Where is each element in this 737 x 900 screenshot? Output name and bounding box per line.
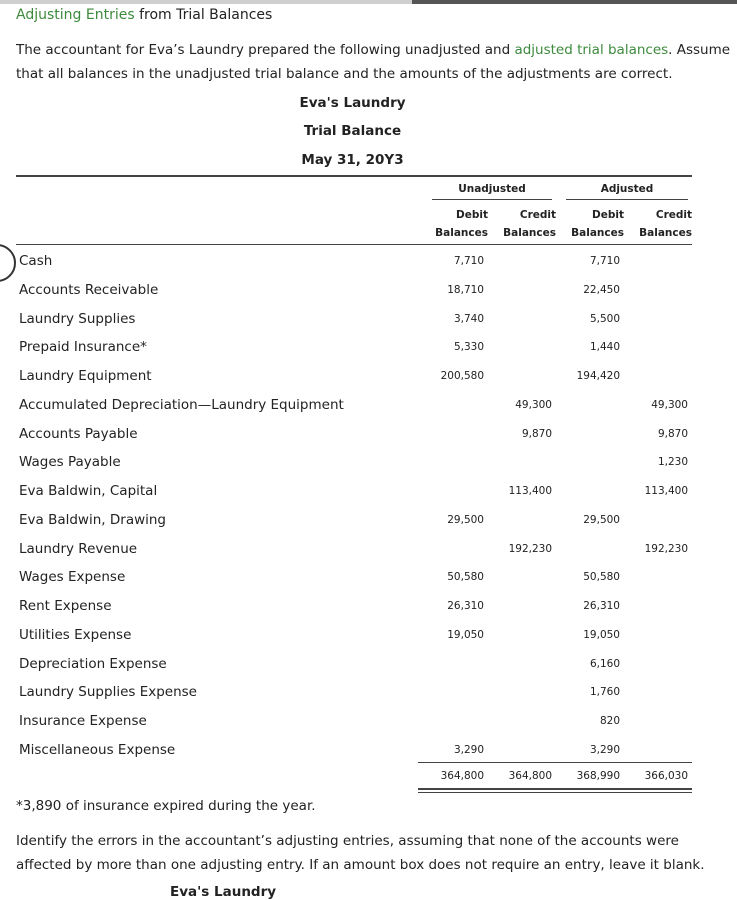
adjusted-trial-balances-link[interactable]: adjusted trial balances <box>514 42 669 58</box>
account-name: Laundry Equipment <box>19 368 152 384</box>
top-progress-segment <box>0 0 412 4</box>
intro-text-2: . Assume that all balances in the unadjusted trial balance and the amounts of the adjustments are correct. <box>16 42 731 82</box>
account-amount-unadjusted-debit: 26,310 <box>447 600 484 612</box>
account-amount-adjusted-debit: 1,440 <box>589 341 620 354</box>
account-name: Cash <box>19 253 53 269</box>
account-amount-adjusted-debit: 7,710 <box>589 255 620 267</box>
account-amount-unadjusted-debit: 18,710 <box>447 283 484 296</box>
unadjusted-credit-header-line1: Credit <box>519 209 556 221</box>
adjusted-debit-header-line1: Debit <box>592 209 624 221</box>
breadcrumb <box>16 7 272 23</box>
totals-double-rule-2 <box>418 792 692 793</box>
top-progress-bar <box>0 0 737 4</box>
account-name: Accounts Receivable <box>19 281 159 298</box>
account-name: Laundry Supplies <box>19 310 136 327</box>
total-unadjusted-credit: 364,800 <box>508 769 552 782</box>
account-name: Laundry Supplies Expense <box>19 684 197 701</box>
account-amount-adjusted-debit: 194,420 <box>576 370 620 382</box>
account-name: Wages Payable <box>19 454 121 471</box>
account-amount-adjusted-credit: 49,300 <box>651 398 688 411</box>
account-name: Accounts Payable <box>19 425 138 442</box>
unadjusted-debit-header-line2: Balances <box>435 227 488 239</box>
table-top-rule <box>16 175 692 177</box>
account-amount-adjusted-debit: 1,760 <box>589 686 620 699</box>
account-name: Eva Baldwin, Capital <box>19 483 158 499</box>
account-amount-unadjusted-debit: 5,330 <box>453 341 484 354</box>
statement-title: Trial Balance <box>303 123 402 139</box>
account-name: Miscellaneous Expense <box>19 741 176 758</box>
account-amount-adjusted-debit: 820 <box>599 715 620 727</box>
unadjusted-header-rule <box>432 199 552 200</box>
adjusted-header: Adjusted <box>600 183 654 195</box>
adjusted-credit-header-line1: Credit <box>655 209 692 221</box>
footnote: *3,890 of insurance expired during the year. <box>16 798 316 814</box>
totals-top-rule <box>418 762 692 763</box>
account-amount-adjusted-credit: 9,870 <box>657 427 688 440</box>
account-amount-unadjusted-debit: 29,500 <box>447 513 484 526</box>
account-name: Accumulated Depreciation—Laundry Equipment <box>19 396 344 413</box>
bottom-company-title: Eva's Laundry <box>170 884 277 900</box>
account-amount-adjusted-debit: 3,290 <box>589 743 620 756</box>
account-amount-adjusted-credit: 192,230 <box>644 542 688 555</box>
row-selection-marker[interactable] <box>0 244 16 282</box>
company-name: Eva's Laundry <box>299 95 406 111</box>
account-amount-unadjusted-debit: 3,290 <box>453 743 484 756</box>
account-name: Laundry Revenue <box>19 540 138 557</box>
account-amount-unadjusted-debit: 200,580 <box>440 370 484 382</box>
breadcrumb-rest: from Trial Balances <box>134 7 273 23</box>
account-name: Insurance Expense <box>19 713 147 729</box>
account-amount-adjusted-credit: 1,230 <box>657 456 688 469</box>
account-amount-unadjusted-credit: 49,300 <box>515 398 552 411</box>
account-amount-adjusted-debit: 26,310 <box>583 600 620 612</box>
account-amount-unadjusted-credit: 9,870 <box>521 427 552 440</box>
intro-paragraph <box>16 38 732 86</box>
account-name: Prepaid Insurance* <box>19 339 147 356</box>
account-name: Rent Expense <box>19 598 112 614</box>
totals-double-rule-1 <box>418 788 692 790</box>
adjusted-credit-header-line2: Balances <box>639 227 692 239</box>
total-adjusted-credit: 366,030 <box>644 769 688 782</box>
account-amount-unadjusted-debit: 50,580 <box>447 571 484 584</box>
account-name: Depreciation Expense <box>19 655 167 672</box>
breadcrumb-link[interactable]: Adjusting Entries <box>16 7 135 23</box>
instructions: Identify the errors in the accountant’s adjusting entries, assuming that none of the accounts were affected by more than one adjusting entry. If an amount box does not require an entry, leave it blank. <box>16 833 705 873</box>
account-name: Eva Baldwin, Drawing <box>19 511 167 528</box>
account-amount-adjusted-credit: 113,400 <box>644 485 688 497</box>
account-amount-adjusted-debit: 5,500 <box>589 312 620 325</box>
account-amount-unadjusted-debit: 3,740 <box>453 312 484 325</box>
statement-date: May 31, 20Y3 <box>301 152 404 168</box>
account-name: Utilities Expense <box>19 626 132 643</box>
header-bottom-rule <box>16 244 692 245</box>
account-amount-unadjusted-credit: 192,230 <box>508 542 552 555</box>
unadjusted-credit-header-line2: Balances <box>503 227 556 239</box>
intro-text-1: The accountant for Eva’s Laundry prepared the following unadjusted and <box>16 42 515 58</box>
total-unadjusted-debit: 364,800 <box>440 769 484 782</box>
adjusted-header-rule <box>566 199 688 200</box>
unadjusted-debit-header-line1: Debit <box>456 209 488 221</box>
account-amount-adjusted-debit: 29,500 <box>583 513 620 526</box>
account-amount-adjusted-debit: 6,160 <box>589 657 620 670</box>
adjusted-debit-header-line2: Balances <box>571 227 624 239</box>
unadjusted-header: Unadjusted <box>458 183 526 195</box>
account-amount-unadjusted-credit: 113,400 <box>508 485 552 497</box>
account-amount-adjusted-debit: 22,450 <box>583 283 620 296</box>
account-amount-unadjusted-debit: 19,050 <box>447 628 484 641</box>
account-amount-adjusted-debit: 50,580 <box>583 571 620 584</box>
account-amount-unadjusted-debit: 7,710 <box>453 255 484 267</box>
account-amount-adjusted-debit: 19,050 <box>583 628 620 641</box>
account-name: Wages Expense <box>19 569 126 586</box>
total-adjusted-debit: 368,990 <box>576 769 620 782</box>
